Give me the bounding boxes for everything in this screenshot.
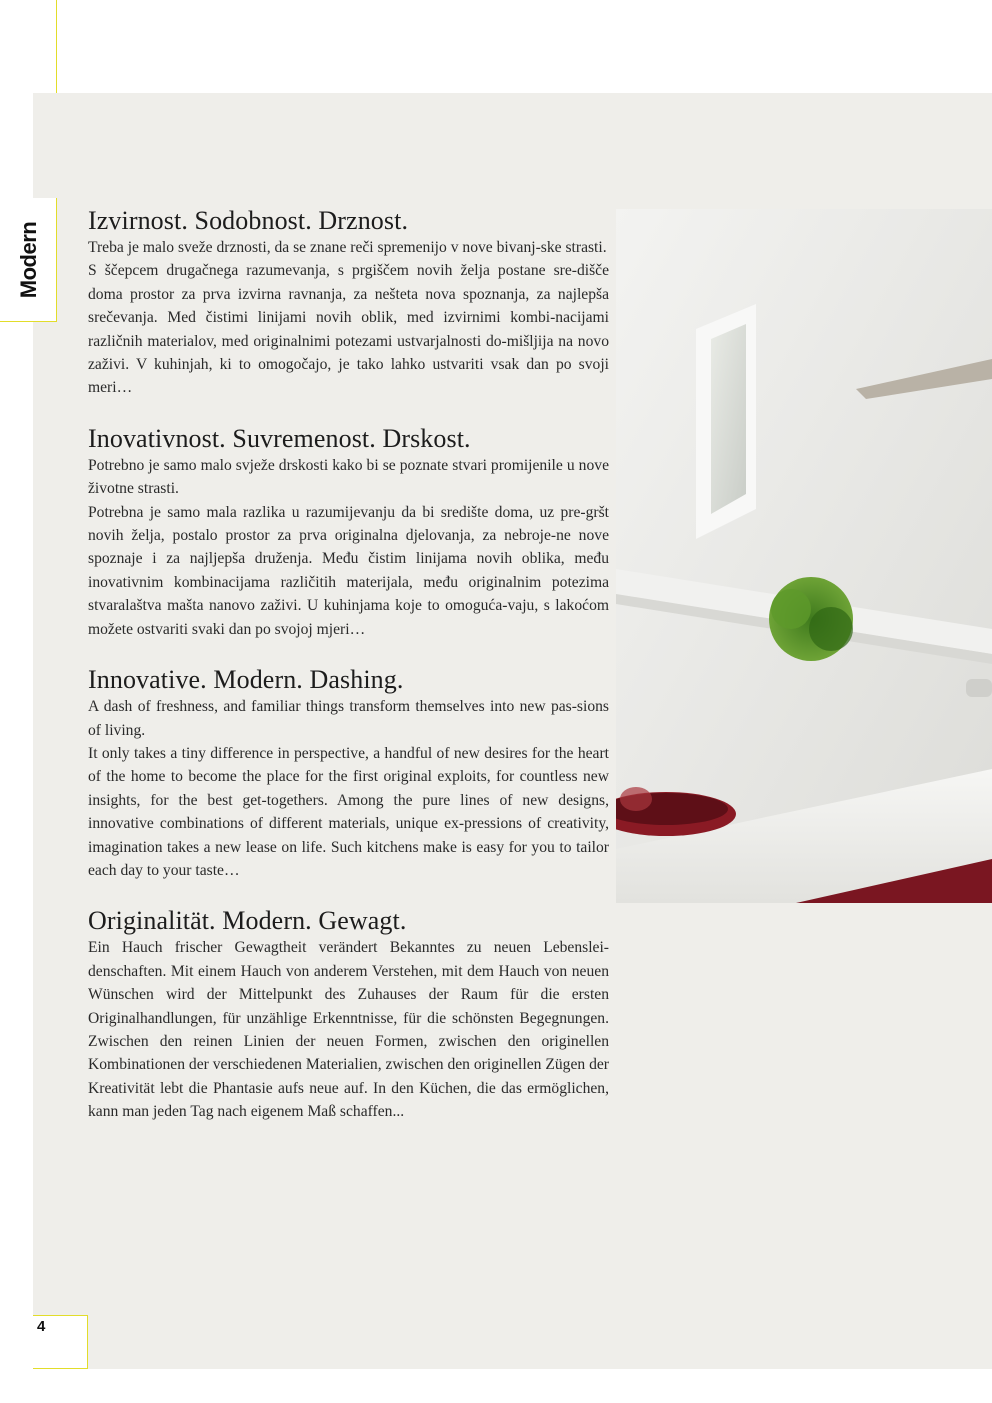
section-tab-label: Modern [16, 221, 41, 299]
page-number-box [33, 1315, 88, 1369]
section-tab [0, 198, 57, 322]
section-paragraph: Treba je malo sveže drznosti, da se znane reči spremenijo v nove bivanj-ske strasti. [88, 239, 607, 256]
section-heading: Inovativnost. Suvremenost. Drskost. [88, 423, 471, 453]
section-paragraph: Potrebna je samo mala razlika u razumijevanju da bi središte doma, uz pre-gršt novih želja, postalo prostor za prva originalna djelovanja, za nebroje-ne nove spoznaje i za najljepša druženja. Među čistim linijama novih oblika, među inovativnim kombinacijama različitih materijala, među originalnim potezima stvaralaštva mašta nanovo zaživi. U kuhinjama koje to omogućа-vaju, s lakoćom možete ostvariti svaki dan po svojoj mjeri… [88, 503, 609, 638]
section-paragraph: It only takes a tiny difference in perspective, a handful of new desires for the heart of the home to become the place for the first original exploits, for countless new insights, for the best get-togethers. Among the pure lines of new designs, innovative combinations of different materials, unique ex-pressions of creativity, imagination takes a new lease on life. Such kitchens make is easy for you to tailor each day to your taste… [88, 744, 609, 879]
section-croatian [88, 424, 609, 641]
kitchen-photo [616, 209, 992, 903]
kitchen-photo-illustration [616, 209, 992, 903]
section-heading: Izvirnost. Sodobnost. Drznost. [88, 206, 409, 235]
section-slovenian [88, 206, 609, 400]
section-english [88, 665, 609, 882]
accent-line [56, 0, 57, 93]
section-heading: Innovative. Modern. Dashing. [88, 665, 404, 695]
text-column [88, 206, 609, 1148]
section-paragraph: A dash of freshness, and familiar things transform themselves into new pas-sions of living. [88, 698, 609, 739]
section-heading: Originalität. Modern. Gewagt. [88, 906, 407, 936]
section-paragraph: S ščepcem drugačnega razumevanja, s prgiščem novih želja postane sre-dišče doma prostor za prva izvirna ravnanja, za nešteta nova spoznanja, za najlepša srečevanja. Med čistimi linijami novih oblik, med izvirnimi kombi-nacijami različnih materialov, med originalnimi potezami ustvarjalnosti do-mišljija na novo zaživi. V kuhinjah, ki to omogočajo, je tako lahko ustvariti vsak dan po svoji meri… [88, 262, 609, 397]
page-number: 4 [37, 1318, 46, 1335]
section-german [88, 906, 609, 1123]
section-paragraph: Potrebno je samo malo svježe drskosti kako bi se poznate stvari promijenile u nove životne strasti. [88, 456, 609, 498]
section-paragraph: Ein Hauch frischer Gewagtheit verändert Bekanntes zu neuen Lebenslei-denschaften. Mit einem Hauch von anderem Verstehen, mit dem Hauch von neuen Wünschen wird der Mittelpunkt des Zuhauses der Raum für die ersten Originalhandlungen, für unzählige Erkenntnisse, für die schönsten Begegnungen. Zwischen den reinen Linien der neuen Formen, zwischen den originellen Kombinationen der verschiedenen Materialien, zwischen den originellen Zügen der Kreativität lebt die Phantasie aufs neue auf. In den Küchen, die das ermöglichen, kann man jeden Tag nach eigenem Maß schaffen... [88, 939, 609, 1121]
